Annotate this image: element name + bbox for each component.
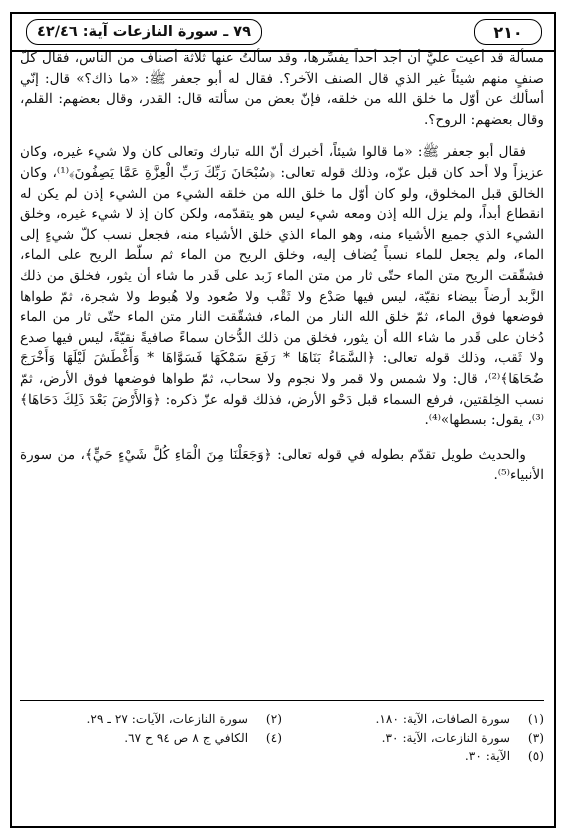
footnotes-left-column (20, 710, 282, 747)
footnote-text: سورة النازعات، الآيات: ٢٧ ـ ٢٩. (86, 712, 249, 726)
footnote-number: (١) (527, 712, 544, 726)
footnote-number: (٣) (527, 730, 544, 745)
footnote (282, 729, 544, 748)
footnote (20, 729, 282, 748)
footnote (282, 710, 544, 729)
footnotes-right-column (282, 710, 544, 766)
footnote-text: سورة النازعات، الآية: ٣٠. (381, 730, 511, 745)
footnote-text: الآية: ٣٠. (464, 749, 511, 763)
paragraph-3: والحديث طويل تقدّم بطوله في قوله تعالى: ﴿وَجَعَلْنَا مِنَ الْمَاءِ كُلَّ شَيْءٍ حَيٍّ﴾، من سورة الأنبياء⁽⁵⁾. (20, 446, 544, 484)
footnote (20, 710, 282, 729)
footnote-separator (20, 700, 544, 701)
running-head: ٧٩ ـ سورة النازعات آية: ٤٢/٤٦ (26, 19, 262, 45)
footnote-number: (٥) (527, 749, 544, 763)
footnote (282, 747, 544, 766)
footnote-text: سورة الصافات، الآية: ١٨٠. (375, 712, 511, 726)
page-number: ٢١٠ (474, 19, 542, 45)
main-text (20, 48, 544, 486)
page-header (12, 14, 554, 52)
footnote-number: (٤) (265, 730, 282, 745)
footnote-text: الكافي ج ٨ ص ٩٤ ح ٦٧. (124, 730, 249, 745)
paragraph-1: مسألة قد أعيت عليَّ أن أجد أحداً يفسِّرها، وقد سألتُ عنها ثلاثة أصناف من الناس، فقال كلّ صنفٍ منهم شيئاً غير الذي قال الصنف الآخر؟. فقال له أبو جعفر ﷺ: «ما ذاك؟» قال: إنّي أسألك عن أوّل ما خلق الله من خلقه، فإنّ بعض من سألته قال: القدر، وقال بعضهم: القلم، وقال بعضهم: الروح؟. (20, 50, 544, 128)
footnote-number: (٢) (265, 712, 282, 726)
paragraph-2: فقال أبو جعفر ﷺ: «ما قالوا شيئاً، أخبرك أنّ الله تبارك وتعالى كان ولا شيء غيره، وكان عزيزاً ولا أحد كان قبل عزّه، وذلك قوله تعالى: ﴿سُبْحَانَ رَبِّكَ رَبِّ الْعِزَّةِ عَمَّا يَصِفُونَ﴾⁽¹⁾، وكان الخالق قبل المخلوق، ولو كان أوّل ما خلق الله من خلقه الشيء من الشيء إذن لم يكن له انقطاع أبداً، ولم يزل الله إذن ومعه شيء ليس هو يتقدّمه، ولكن كان إذ لا شيء غيره، وخلق الشيء الذي جميع الأشياء منه، وهو الماء الذي خلق الأشياء منه، فجعل نسب كلّ شيءٍ إلى الماء، ولم يجعل للماء نسباً يُضاف إليه، وخلق الريح من الماء ثم سلّط الريح على الماء، فشقّقت الريح متن الماء حتّى ثار من متن الماء زَبد على قَدر ما شاء أن يثور، فخلق من ذلك الزَّبد أرضاً بيضاء نقيّة، ليس فيها صَدْع ولا ثَقْب ولا صُعود ولا هُبوط ولا شجرة، ثمّ طواها فوضعها فوق الماء، ثمّ خلق الله النار من الماء، فشقّقت النار متن الماء حتّى ثار من الماء دُخان على قَدر ما شاء الله أن يثور، فخلق من ذلك الدُّخان سماءً صافيةً نقيّةً، ليس فيها صدع ولا ثَقب، وذلك قوله تعالى: ﴿السَّمَاءُ بَنَاهَا * رَفَعَ سَمْكَهَا فَسَوَّاهَا * وَأَغْطَشَ لَيْلَهَا وَأَخْرَجَ ضُحَاهَا﴾⁽²⁾، قال: ولا شمس ولا قمر ولا نجوم ولا سحاب، ثمّ طواها فوضعها فوق الأرض، ثمّ نسب الخِلقتين، فرفع السماء قبل دَحْو الأرض، فذلك قوله عزّ ذكره: ﴿وَالأَرْضَ بَعْدَ ذَلِكَ دَحَاهَا﴾⁽³⁾، يقول: بسطها»⁽⁴⁾. (20, 144, 544, 429)
